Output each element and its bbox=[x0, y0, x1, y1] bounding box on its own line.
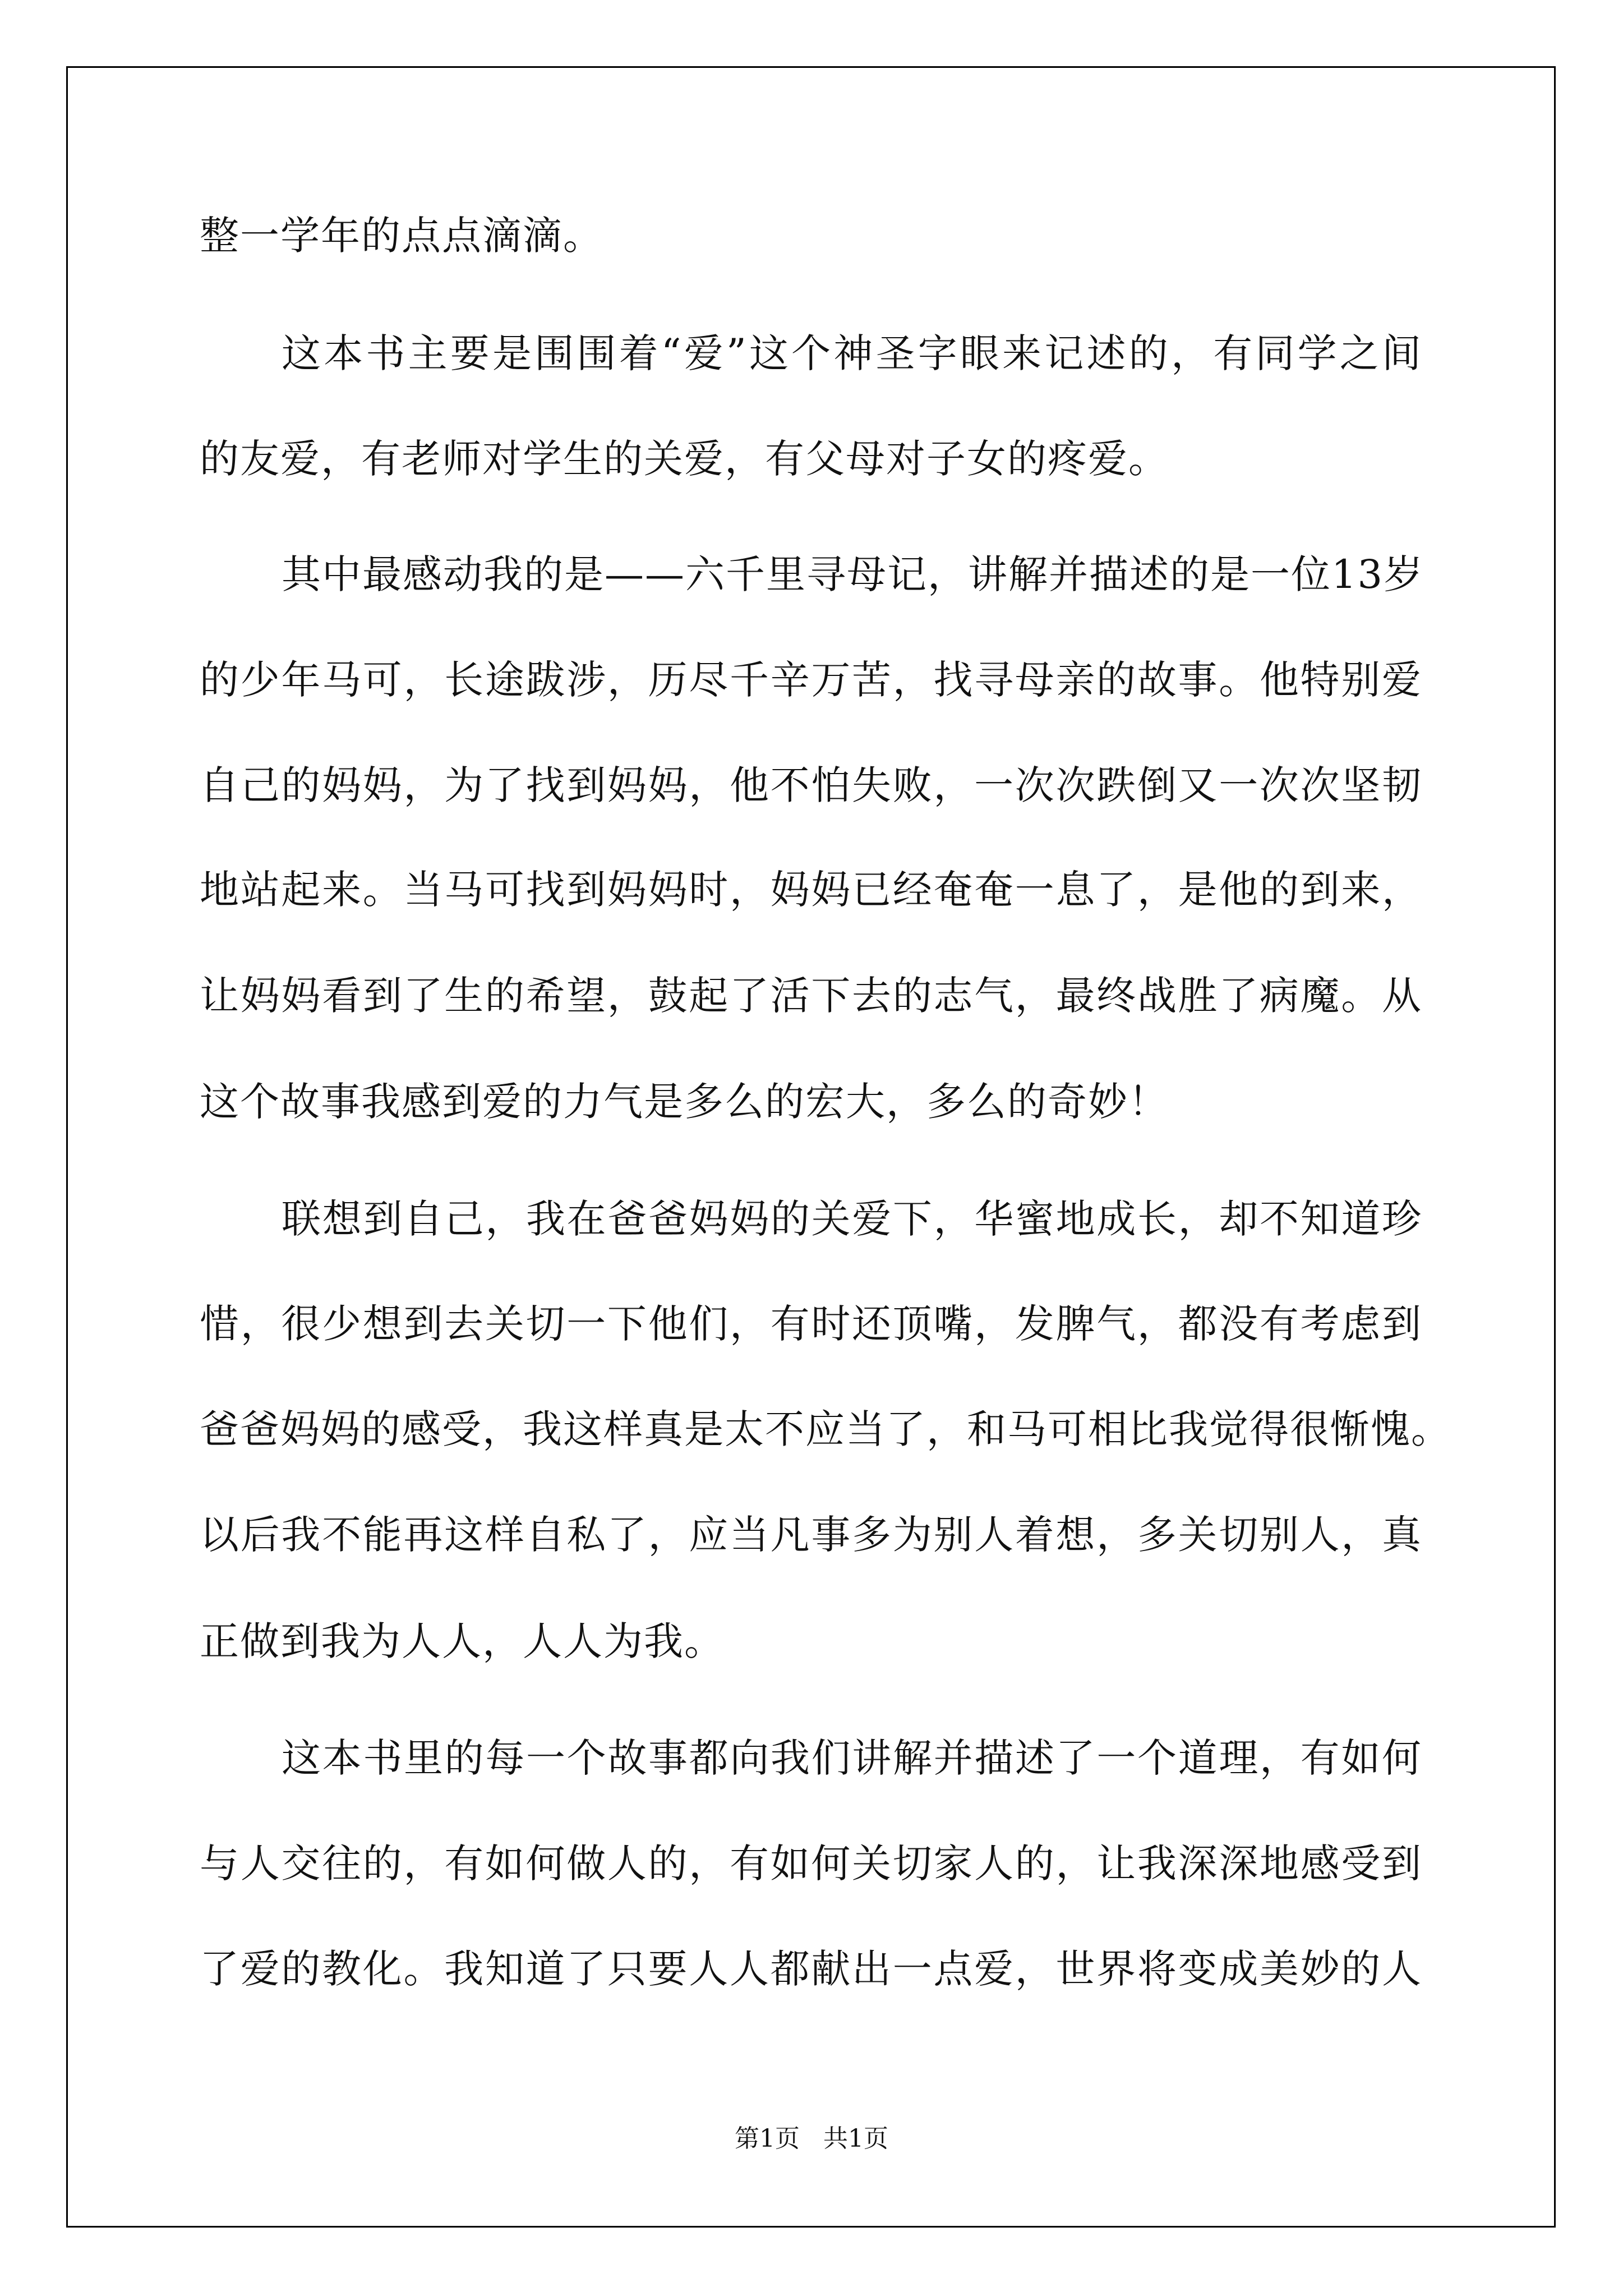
text-line: 这个故事我感到爱的力气是多么的宏大，多么的奇妙！ bbox=[200, 1079, 1169, 1125]
text-line: 地站起来。当马可找到妈妈时，妈妈已经奄奄一息了，是他的到来， bbox=[200, 867, 1422, 913]
text-line: 惜，很少想到去关切一下他们，有时还顶嘴，发脾气，都没有考虑到 bbox=[200, 1301, 1422, 1347]
text-line: 的友爱，有老师对学生的关爱，有父母对子女的疼爱。 bbox=[200, 436, 1169, 482]
text-line: 与人交往的，有如何做人的，有如何关切家人的，让我深深地感受到 bbox=[200, 1841, 1422, 1887]
text-line: 正做到我为人人，人人为我。 bbox=[200, 1618, 725, 1664]
text-line: 自己的妈妈，为了找到妈妈，他不怕失败，一次次跌倒又一次次坚韧 bbox=[200, 762, 1422, 808]
paragraph-first-line: 这本书主要是围围着“爱”这个神圣字眼来记述的，有同学之间 bbox=[282, 330, 1422, 376]
text-line: 的少年马可，长途跋涉，历尽千辛万苦，找寻母亲的故事。他特别爱 bbox=[200, 657, 1422, 703]
text-line: 整一学年的点点滴滴。 bbox=[200, 213, 603, 259]
paragraph-first-line: 其中最感动我的是——六千里寻母记，讲解并描述的是一位13岁 bbox=[282, 551, 1424, 597]
page-border bbox=[66, 66, 1556, 2228]
text-line: 了爱的教化。我知道了只要人人都献出一点爱，世界将变成美妙的人 bbox=[200, 1946, 1422, 1992]
page-number-footer: 第1页 共1页 bbox=[735, 2124, 888, 2153]
text-line: 爸爸妈妈的感受，我这样真是太不应当了，和马可相比我觉得很惭愧。 bbox=[200, 1406, 1451, 1452]
text-line: 以后我不能再这样自私了，应当凡事多为别人着想，多关切别人，真 bbox=[200, 1512, 1422, 1558]
text-line: 让妈妈看到了生的希望，鼓起了活下去的志气，最终战胜了病魔。从 bbox=[200, 973, 1422, 1019]
paragraph-first-line: 这本书里的每一个故事都向我们讲解并描述了一个道理，有如何 bbox=[282, 1735, 1422, 1781]
paragraph-first-line: 联想到自己，我在爸爸妈妈的关爱下，华蜜地成长，却不知道珍 bbox=[282, 1196, 1422, 1242]
